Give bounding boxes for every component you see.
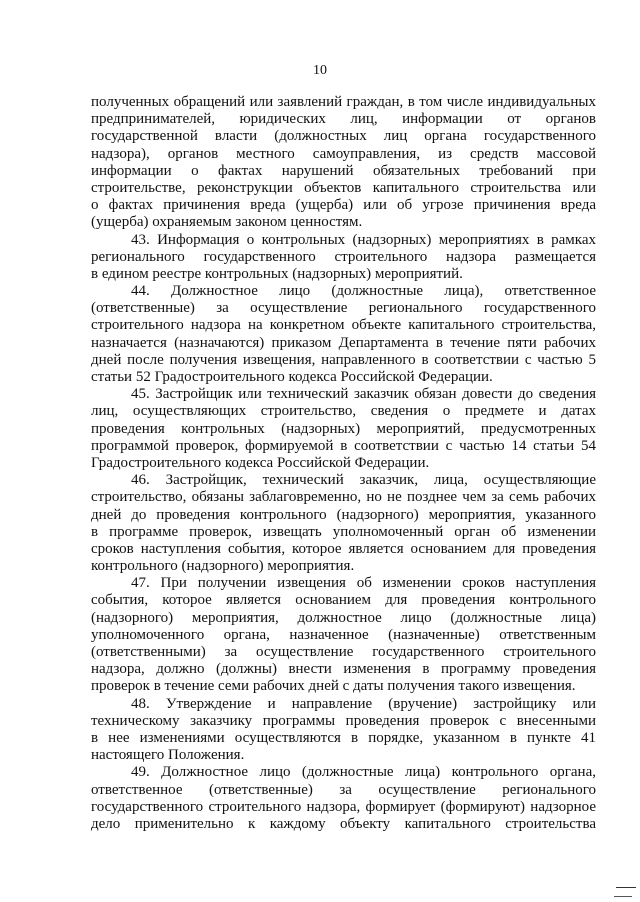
text-line: 46. Застройщик, технический заказчик, лица, осуществляющие (131, 472, 596, 489)
text-line: в программе проверок, извещать уполномоченный орган об изменении (91, 523, 596, 540)
text-line: проведения контрольных (надзорных) мероприятий, предусмотренных (91, 420, 596, 437)
text-line: лиц, осуществляющих строительство, сведения о предмете и датах (91, 403, 596, 420)
text-line: (ответственные) за осуществление регионального государственного (91, 300, 596, 317)
text-line: события, которое является основанием для проведения контрольного (91, 592, 596, 609)
text-line: надзора), органов местного самоуправления, из средств массовой (91, 145, 596, 162)
text-line: дней после получения извещения, направленного в соответствии с частью 5 (91, 351, 596, 368)
text-line: настоящего Положения. (91, 747, 245, 764)
margin-dash-mark (616, 887, 636, 888)
text-line: 43. Информация о контрольных (надзорных) мероприятиях в рамках (131, 231, 596, 248)
text-line: (ответственными) за осуществление государственного строительного (91, 644, 596, 660)
text-line: (надзорного) мероприятия, должностное лицо (должностные лица) (91, 609, 596, 626)
text-line: проверок в течение семи рабочих дней с даты получения такого извещения. (91, 678, 576, 695)
text-line: государственного строительного надзора, формирует (формируют) надзорное (91, 798, 596, 815)
text-line: в нее изменениями осуществляются в порядке, указанном в пункте 41 (91, 729, 596, 746)
text-line: полученных обращений или заявлений граждан, в том числе индивидуальных (91, 94, 596, 110)
text-line: Градостроительного кодекса Российской Федерации. (91, 454, 430, 471)
text-line: (ущерба) охраняемым законом ценностям. (91, 214, 363, 231)
text-line: контрольного (надзорного) мероприятия. (91, 558, 355, 575)
text-line: 47. При получении извещения об изменении сроков наступления (131, 575, 596, 592)
text-line: дней до проведения контрольного (надзорного) мероприятия, указанного (91, 506, 596, 523)
page-number: 10 (313, 63, 327, 78)
text-line: ответственное (ответственные) за осуществление регионального (91, 781, 596, 798)
text-line: дело применительно к каждому объекту капитального строительства (91, 815, 596, 832)
text-line: статьи 52 Градостроительного кодекса Российской Федерации. (91, 369, 493, 385)
text-line: назначается (назначаются) приказом Департамента в течение пяти рабочих (91, 334, 596, 351)
text-line: техническому заказчику программы проведения проверок с внесенными (91, 712, 596, 729)
text-line: о фактах причинения вреда (ущерба) или об угрозе причинения вреда (91, 197, 596, 214)
corner-mark (614, 896, 632, 897)
text-line: 48. Утверждение и направление (вручение) застройщику или (131, 695, 596, 712)
text-line: 49. Должностное лицо (должностные лица) контрольного органа, (131, 764, 596, 781)
text-line: государственной власти (должностных лиц органа государственного (91, 128, 596, 145)
text-line: программой проверок, формируемой в соответствии с частью 14 статьи 54 (91, 437, 596, 454)
text-line: сроков наступления события, которое является основанием для проведения (91, 540, 596, 557)
text-line: строительстве, реконструкции объектов капитального строительства или (91, 179, 596, 196)
text-line: строительного надзора на конкретном объекте капитального строительства, (91, 317, 596, 334)
text-line: в едином реестре контрольных (надзорных) мероприятий. (91, 265, 463, 282)
text-line: предпринимателей, юридических лиц, информации от органов (91, 111, 596, 128)
text-line: строительство, обязаны заблаговременно, но не позднее чем за семь рабочих (91, 489, 596, 506)
text-line: регионального государственного строительного надзора размещается (91, 248, 596, 265)
text-line: 44. Должностное лицо (должностные лица), ответственное (131, 283, 596, 300)
text-line: 45. Застройщик или технический заказчик обязан довести до сведения (131, 386, 596, 403)
text-line: информации о фактах нарушений обязательных требований при (91, 162, 596, 179)
text-line: уполномоченного органа, назначенное (назначенные) ответственным (91, 626, 596, 643)
body-text (91, 94, 596, 833)
text-line: надзора, должно (должны) внести изменения в программу проведения (91, 661, 596, 678)
